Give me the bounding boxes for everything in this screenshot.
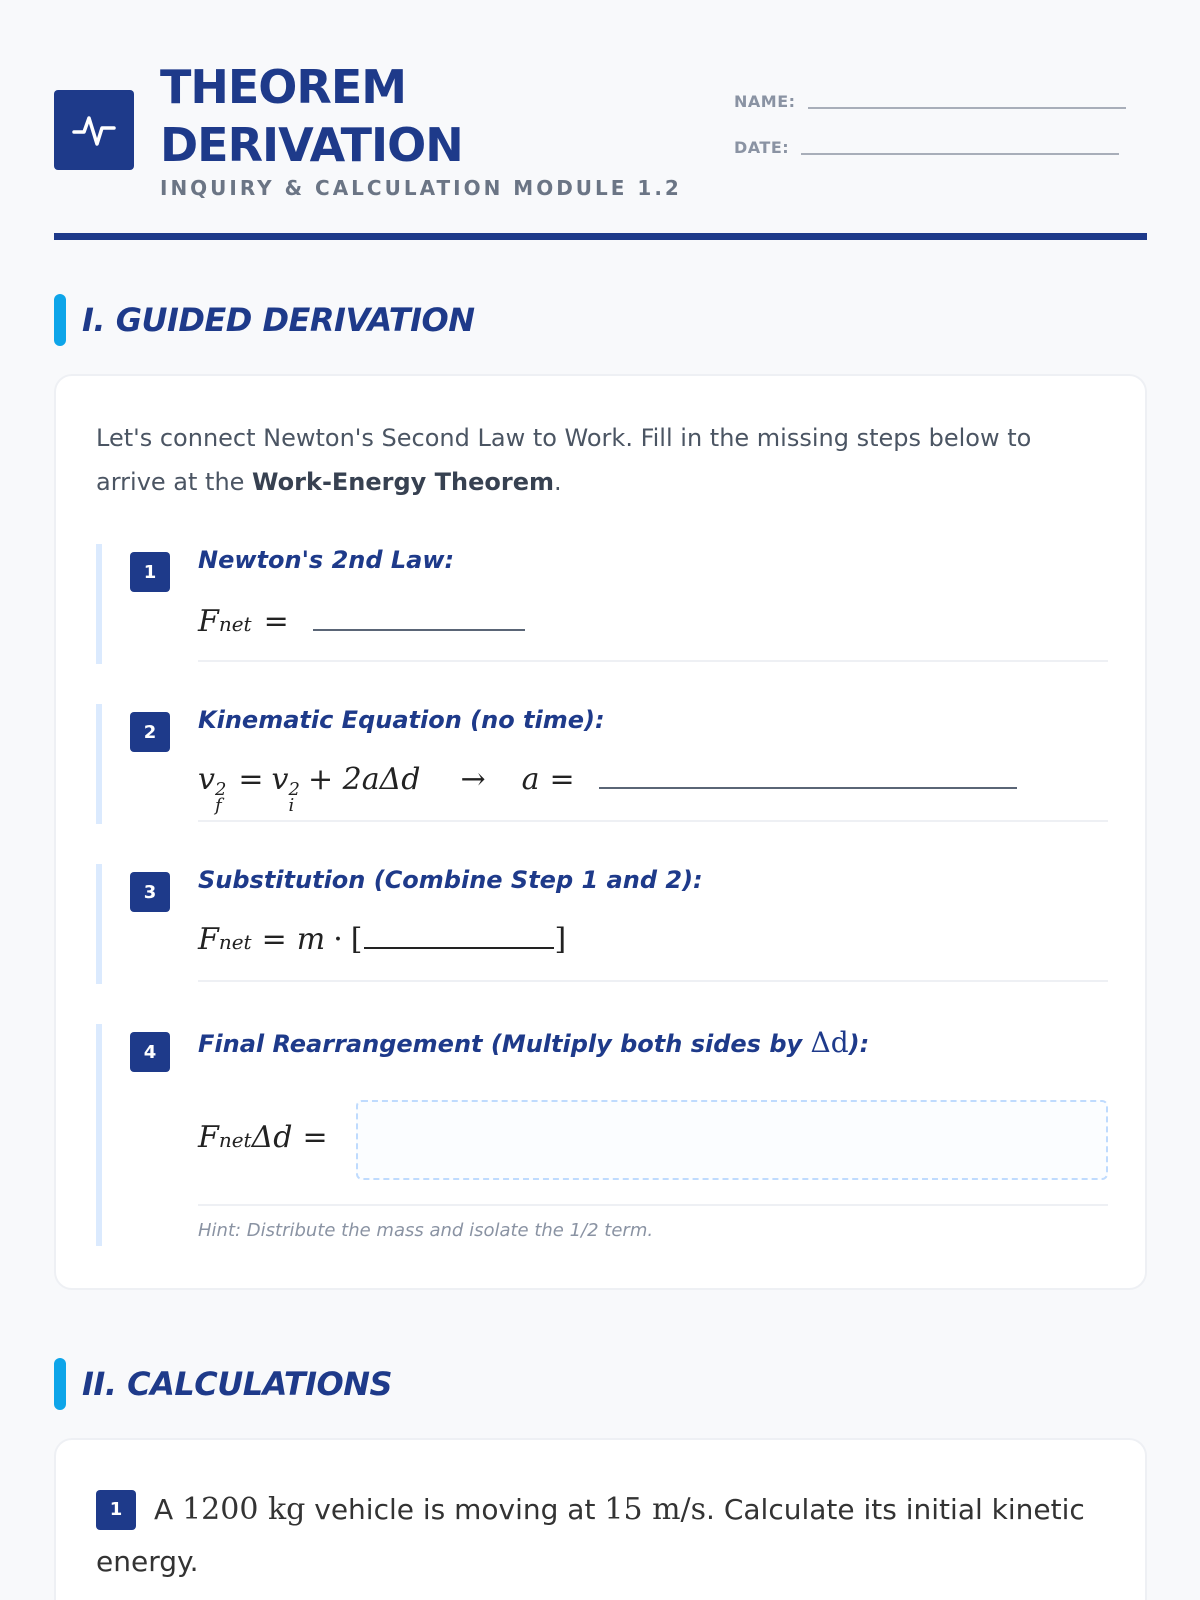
- math-subscript: i: [288, 795, 295, 816]
- section-accent-bar: [54, 294, 66, 346]
- math-symbol: v: [271, 762, 289, 797]
- step-2: [96, 704, 1108, 824]
- problem-mass: 1200 kg: [182, 1492, 306, 1527]
- math-symbol: v: [198, 762, 215, 797]
- step-1-equation: [198, 604, 525, 639]
- problem-text: A: [154, 1493, 183, 1526]
- math-superscript-subscript: [214, 779, 227, 816]
- step-divider: [198, 820, 1108, 822]
- date-input-line[interactable]: [801, 151, 1119, 155]
- section-calculations-heading: [54, 1358, 392, 1410]
- problem-1: [96, 1484, 1106, 1588]
- step-2-equation: [198, 762, 1017, 816]
- title-line-1: THEOREM: [160, 60, 407, 114]
- math-term: + 2aΔd: [307, 762, 421, 797]
- problem-text: . Calculate its initial kinetic energy.: [96, 1493, 1085, 1578]
- step-title: [198, 1026, 869, 1059]
- step-number: 2: [130, 712, 170, 752]
- step-4: [96, 1024, 1108, 1246]
- step-3-equation: [198, 922, 566, 957]
- step-1-answer-blank[interactable]: [313, 627, 525, 631]
- problem-speed: 15 m/s: [604, 1492, 707, 1527]
- step-number: 1: [130, 552, 170, 592]
- worksheet-header: [54, 58, 1147, 240]
- step-3-answer-blank[interactable]: [364, 945, 554, 949]
- step-2-answer-blank[interactable]: [599, 785, 1017, 789]
- math-symbol: F: [198, 922, 219, 957]
- pulse-icon: [70, 106, 118, 154]
- step-number: 3: [130, 872, 170, 912]
- intro-text-start: Let's connect Newton's Second Law to Work. Fill in the missing steps below to arrive at the: [96, 424, 1032, 496]
- section-title: I. GUIDED DERIVATION: [82, 301, 475, 339]
- math-exponent: 2: [288, 779, 300, 800]
- step-title-math: Δd: [810, 1026, 849, 1059]
- math-subscript: net: [218, 1128, 252, 1152]
- date-label: DATE:: [734, 138, 790, 157]
- page-title: [160, 58, 463, 174]
- logo: [54, 90, 134, 170]
- section-guided-derivation-heading: [54, 294, 474, 346]
- intro-text-end: .: [554, 468, 562, 496]
- step-title: Kinematic Equation (no time):: [198, 706, 605, 734]
- step-title: Newton's 2nd Law:: [198, 546, 455, 574]
- math-subscript: net: [218, 612, 252, 636]
- math-bracket: [: [350, 922, 363, 957]
- math-equals: =: [263, 604, 289, 639]
- intro-bold-term: Work-Energy Theorem: [252, 468, 555, 496]
- title-line-2: DERIVATION: [160, 118, 463, 172]
- step-divider: [198, 1204, 1108, 1206]
- math-symbol: F: [198, 1120, 219, 1155]
- derivation-card: [54, 374, 1147, 1290]
- hint-text: Hint: Distribute the mass and isolate the 1/2 term.: [198, 1220, 654, 1241]
- math-symbol: a: [521, 762, 540, 797]
- step-divider: [198, 660, 1108, 662]
- math-equals: =: [238, 762, 264, 797]
- step-4-equation: [198, 1120, 328, 1155]
- math-term: Δd: [251, 1120, 293, 1155]
- name-field[interactable]: [734, 92, 1126, 111]
- math-exponent: 2: [214, 779, 227, 800]
- section-title: II. CALCULATIONS: [82, 1365, 393, 1403]
- math-dot: ·: [333, 922, 343, 957]
- math-subscript: net: [218, 930, 252, 954]
- step-title-text-end: ):: [848, 1030, 870, 1058]
- date-field[interactable]: [734, 138, 1119, 157]
- step-title: Substitution (Combine Step 1 and 2):: [198, 866, 703, 894]
- step-4-answer-box[interactable]: [356, 1100, 1108, 1180]
- arrow-icon: →: [460, 762, 486, 797]
- page-subtitle: INQUIRY & CALCULATION MODULE 1.2: [160, 176, 682, 200]
- step-title-text: Final Rearrangement (Multiply both sides by: [198, 1030, 811, 1058]
- math-equals: =: [549, 762, 575, 797]
- math-equals: =: [302, 1120, 328, 1155]
- math-subscript: f: [214, 795, 222, 816]
- math-bracket: ]: [554, 922, 567, 957]
- calculations-card: [54, 1438, 1147, 1600]
- problem-number: 1: [96, 1490, 136, 1530]
- step-1: [96, 544, 1108, 664]
- name-label: NAME:: [734, 92, 796, 111]
- problem-text: vehicle is moving at: [305, 1493, 605, 1526]
- intro-text: [96, 416, 1056, 504]
- header-divider: [54, 233, 1147, 240]
- math-symbol: F: [198, 604, 219, 639]
- math-symbol: m: [296, 922, 326, 957]
- name-input-line[interactable]: [808, 105, 1126, 109]
- step-3: [96, 864, 1108, 984]
- step-number: 4: [130, 1032, 170, 1072]
- section-accent-bar: [54, 1358, 66, 1410]
- math-superscript-subscript: [288, 779, 300, 816]
- step-divider: [198, 980, 1108, 982]
- math-equals: =: [261, 922, 287, 957]
